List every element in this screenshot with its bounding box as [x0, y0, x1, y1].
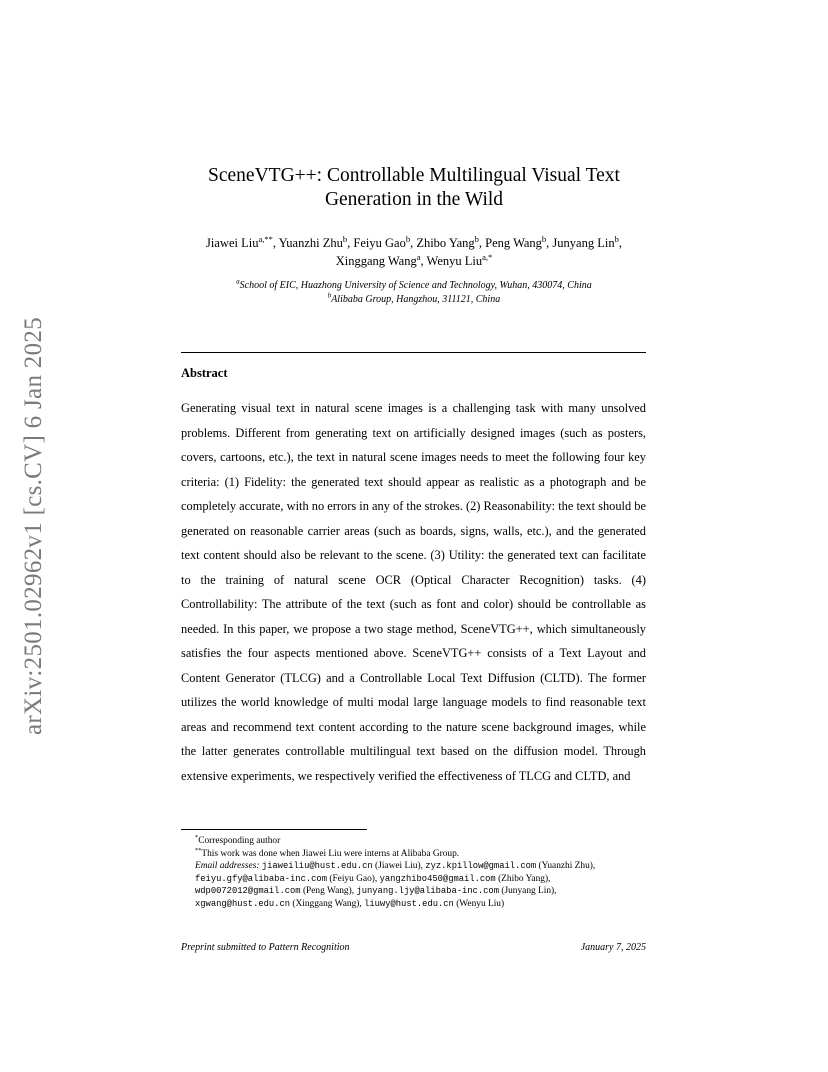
- author-separator: ,: [410, 236, 417, 250]
- email-link[interactable]: yangzhibo450@gmail.com: [379, 873, 496, 884]
- author-name: Yuanzhi Zhu: [278, 236, 343, 250]
- author-separator: ,: [546, 236, 553, 250]
- author-affil-mark: b: [405, 233, 411, 244]
- email-owner: (Jiawei Liu),: [372, 861, 426, 872]
- author-affil-mark: b: [474, 233, 479, 244]
- paper-title: [0, 164, 828, 212]
- author-name: Jiawei Liu: [206, 236, 259, 250]
- abstract-heading: Abstract: [181, 366, 228, 380]
- footnote-text: Corresponding author: [198, 836, 281, 846]
- email-owner: (Yuanzhi Zhu),: [536, 861, 596, 872]
- author-affil-mark: b: [342, 233, 348, 244]
- affiliation-mark: b: [327, 292, 332, 300]
- arxiv-id-text: arXiv:2501.02962v1 [cs.CV] 6 Jan 2025: [20, 317, 47, 735]
- author-affil-mark: b: [614, 233, 619, 244]
- author-name: Xinggang Wang: [335, 254, 417, 268]
- email-owner: (Feiyu Gao),: [326, 873, 380, 884]
- title-line-1: SceneVTG++: Controllable Multilingual Visual Text: [208, 165, 620, 186]
- author-affil-mark: a,**: [258, 233, 273, 244]
- footnote-intern: [181, 848, 646, 861]
- footnote-mark: *: [195, 833, 199, 841]
- footnotes: [181, 835, 646, 911]
- author-line-1: [0, 234, 828, 252]
- author-affil-mark: b: [541, 233, 547, 244]
- author-affil-mark: a,*: [482, 251, 493, 262]
- email-link[interactable]: xgwang@hust.edu.cn: [195, 898, 291, 909]
- abstract-top-rule: [181, 352, 646, 353]
- preprint-date: January 7, 2025: [580, 942, 646, 953]
- author-name: Feiyu Gao: [353, 236, 406, 250]
- preprint-note: Preprint submitted to Pattern Recognition: [181, 942, 350, 953]
- email-owner: (Zhibo Yang),: [495, 873, 551, 884]
- author-separator: ,: [618, 236, 622, 250]
- footnote-corresponding: [181, 835, 646, 848]
- email-owner: (Peng Wang),: [300, 886, 357, 897]
- author-name: Junyang Lin: [552, 236, 615, 250]
- footnote-text: This work was done when Jiawei Liu were interns at Alibaba Group.: [201, 848, 460, 859]
- author-line-2: [0, 252, 828, 270]
- author-list: [0, 234, 828, 270]
- affiliation-a: [0, 279, 828, 293]
- author-affil-mark: a: [416, 251, 421, 262]
- footnote-rule: [181, 829, 367, 830]
- author-separator: ,: [272, 236, 279, 250]
- email-owner: (Wenyu Liu): [453, 898, 505, 909]
- affiliation-text: School of EIC, Huazhong University of Science and Technology, Wuhan, 430074, China: [239, 280, 592, 291]
- footnote-mark: **: [195, 846, 202, 854]
- abstract-body: Generating visual text in natural scene images is a challenging task with many unsolved problems. Different from generating text on artificially designed images (such as posters, covers, cartoons, etc.), the text in natural scene images needs to meet the following four key criteria: (1) Fidelity: the generated text should appear as realistic as a photograph and be completely accurate, with no errors in any of the strokes. (2) Reasonability: the text should be generated on reasonable carrier areas (such as boards, signs, walls, etc.), and the generated text content should also be relevant to the scene. (3) Utility: the generated text can facilitate to the training of natural scene OCR (Optical Character Recognition) tasks. (4) Controllability: The attribute of the text (such as font and color) should be controllable as needed. In this paper, we propose a two stage method, SceneVTG++, which simultaneously satisfies the four aspects mentioned above. SceneVTG++ consists of a Text Layout and Content Generator (TLCG) and a Controllable Local Text Diffusion (CLTD). The former utilizes the world knowledge of multi modal large language models to find reasonable text areas and recommend text content according to the nature scene background images, while the latter generates controllable multilingual text based on the diffusion model. Through extensive experiments, we respectively verified the effectiveness of TLCG and CLTD, and: [181, 401, 646, 783]
- email-link[interactable]: liuwy@hust.edu.cn: [364, 898, 454, 909]
- email-owner: (Junyang Lin),: [498, 886, 557, 897]
- affiliation-mark: a: [236, 278, 240, 286]
- email-link[interactable]: jiaweiliu@hust.edu.cn: [261, 861, 373, 872]
- author-separator: ,: [478, 236, 486, 250]
- email-label: Email addresses:: [195, 861, 260, 872]
- email-link[interactable]: zyz.kpillow@gmail.com: [425, 861, 537, 872]
- email-link[interactable]: feiyu.gfy@alibaba-inc.com: [195, 873, 327, 884]
- author-name: Zhibo Yang: [416, 236, 475, 250]
- footnote-emails: [181, 860, 646, 910]
- affiliation-text: Alibaba Group, Hangzhou, 311121, China: [331, 293, 501, 305]
- email-owner: (Xinggang Wang),: [290, 898, 365, 909]
- author-name: Peng Wang: [485, 236, 542, 250]
- title-line-2: Generation in the Wild: [324, 189, 504, 210]
- email-link[interactable]: junyang.ljy@alibaba-inc.com: [356, 886, 499, 897]
- author-separator: ,: [347, 236, 354, 250]
- email-link[interactable]: wdp0072012@gmail.com: [195, 886, 301, 897]
- affiliations: [0, 279, 828, 306]
- affiliation-b: [0, 293, 828, 307]
- author-separator: ,: [420, 254, 427, 268]
- author-name: Wenyu Liu: [426, 254, 483, 268]
